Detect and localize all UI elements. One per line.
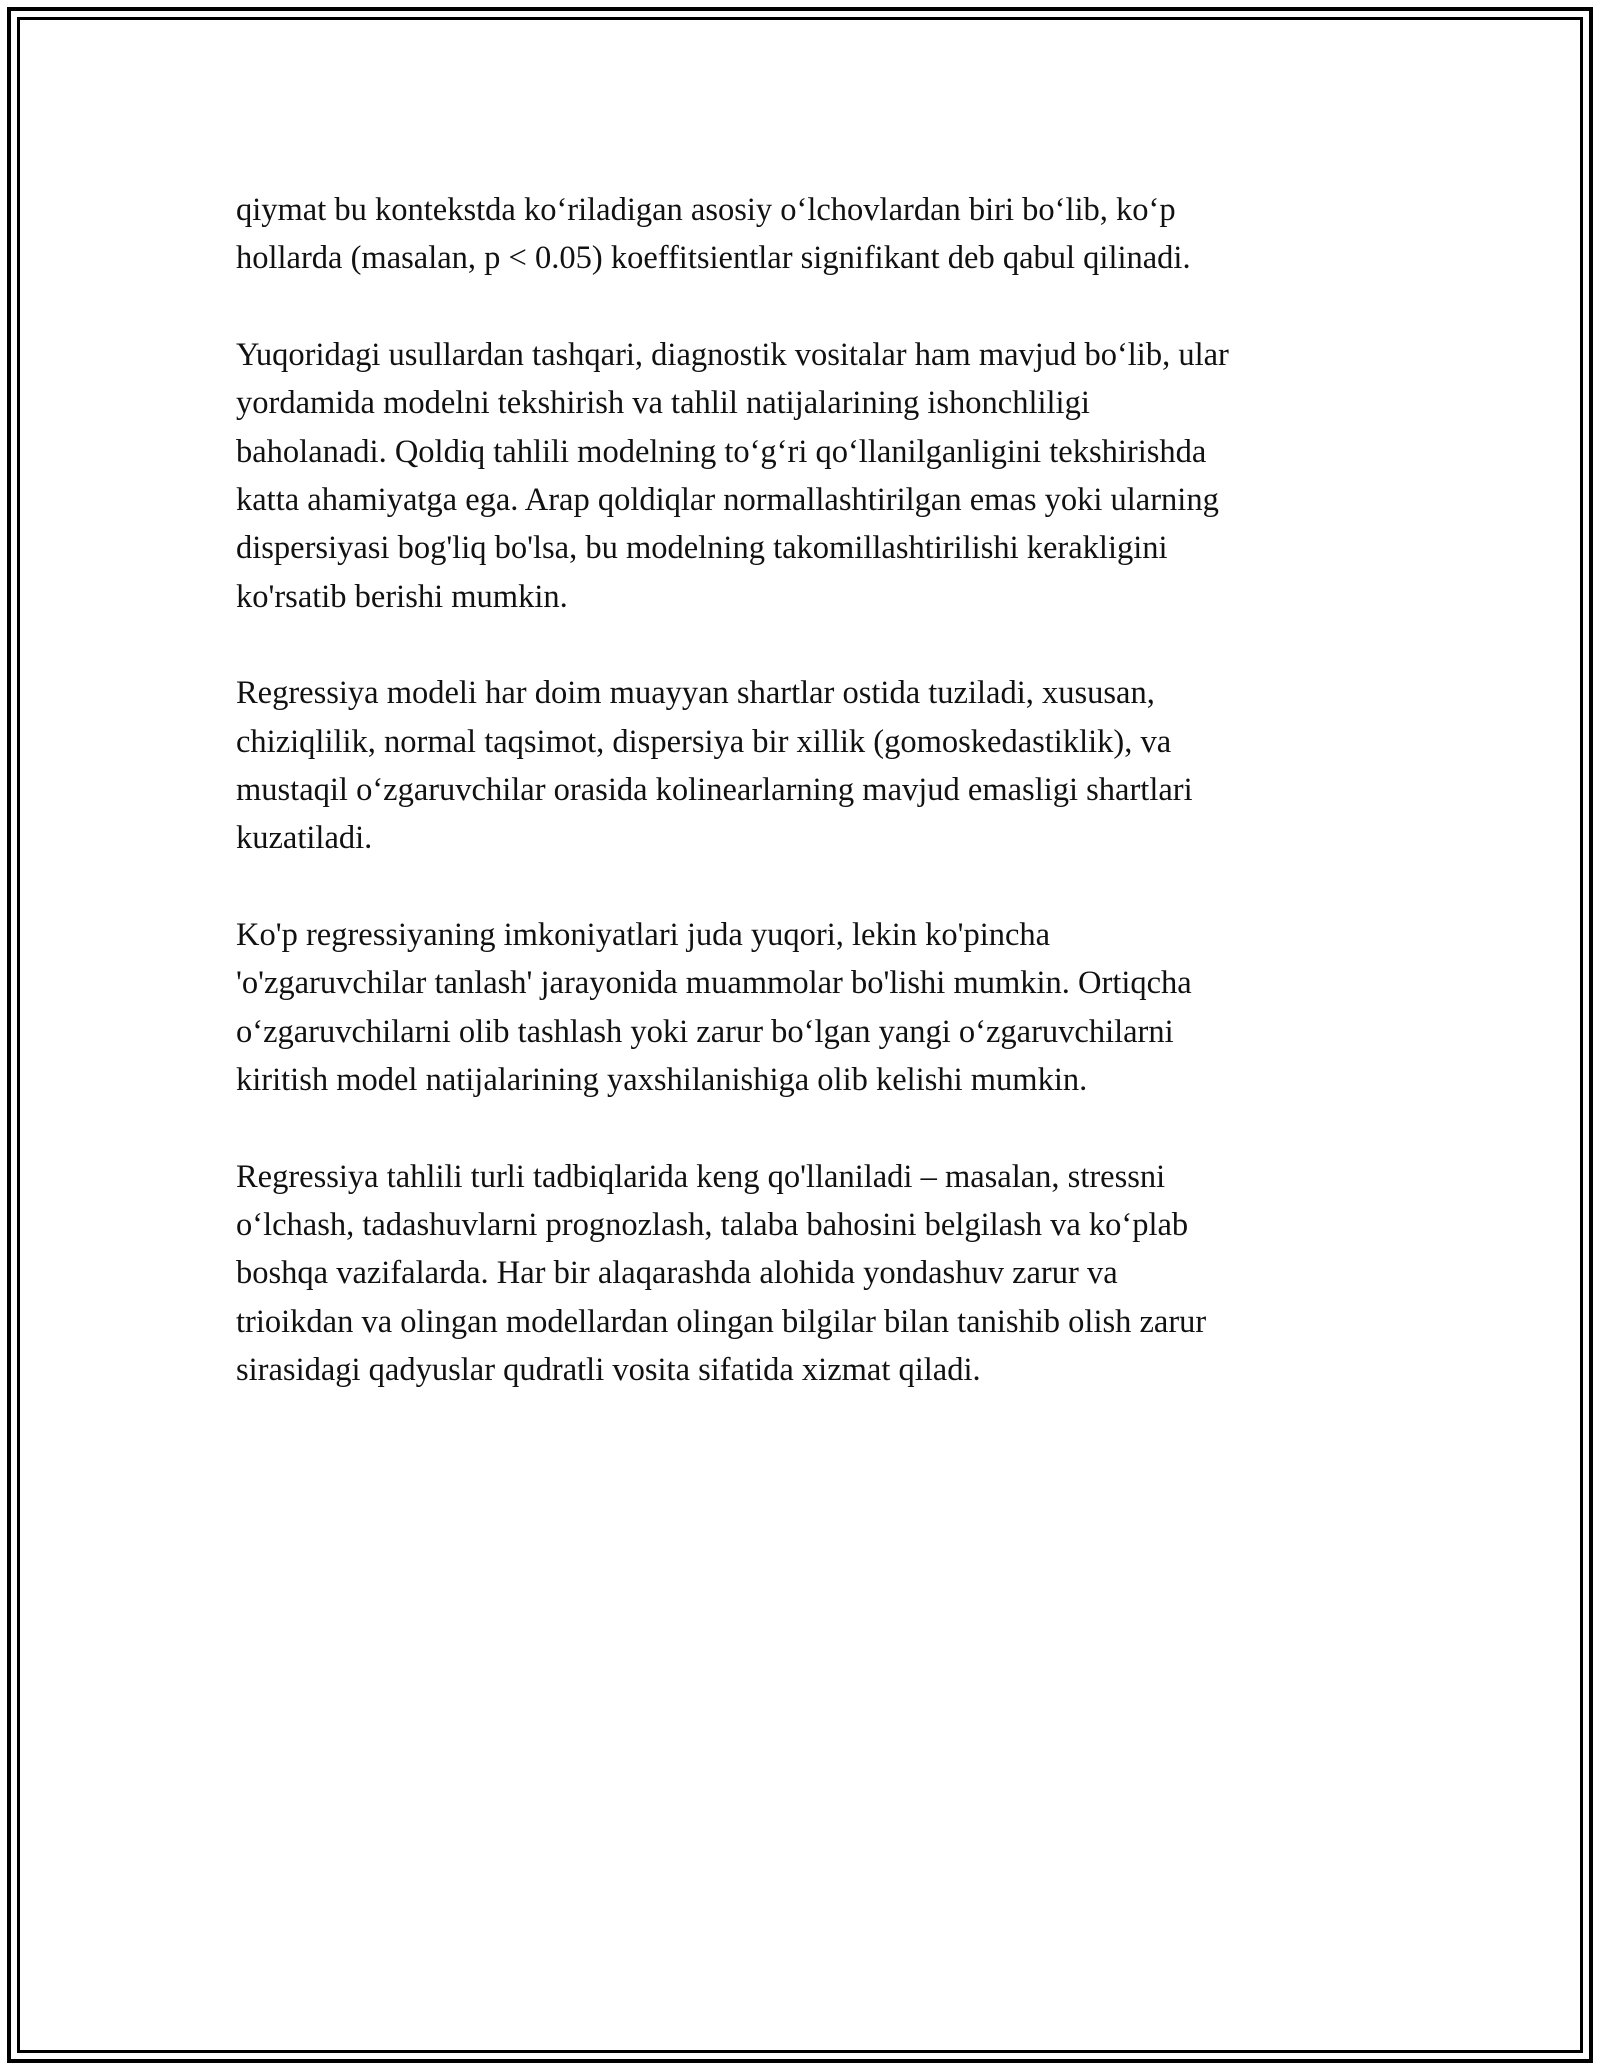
- document-body: [236, 186, 1386, 1443]
- paragraph-p-value: qiymat bu kontekstda ko‘riladigan asosiy o‘lchovlardan biri bo‘lib, ko‘p hollarda (masalan, p < 0.05) koeffitsientlar signifikant deb qabul qilinadi.: [236, 192, 1191, 277]
- paragraph-applications: Regressiya tahlili turli tadbiqlarida keng qo'llaniladi – masalan, stressni o‘lchash, tadashuvlarni prognozlash, talaba bahosini belgilash va ko‘plab boshqa vazifalarda. Har bir alaqarashda alohida yondashuv zarur va trioikdan va olingan modellardan olingan bilgilar bilan tanishib olish zarur sirasidagi qadyuslar qudratli vosita sifatida xizmat qiladi.: [236, 1158, 1207, 1389]
- paragraph-variable-selection: Ko'p regressiyaning imkoniyatlari juda yuqori, lekin ko'pincha 'o'zgaruvchilar tanlash' jarayonida muammolar bo'lishi mumkin. Ortiqcha o‘zgaruvchilarni olib tashlash yoki zarur bo‘lgan yangi o‘zgaruvchilarni kiritish model natijalarining yaxshilanishiga olib kelishi mumkin.: [236, 916, 1192, 1099]
- paragraph-diagnostics: Yuqoridagi usullardan tashqari, diagnostik vositalar ham mavjud bo‘lib, ular yordamida modelni tekshirish va tahlil natijalarining ishonchliligi baholanadi. Qoldiq tahlili modelning to‘g‘ri qo‘llanilganligini tekshirishda katta ahamiyatga ega. Arap qoldiqlar normallashtirilgan emas yoki ularning dispersiyasi bog'liq bo'lsa, bu modelning takomillashtirilishi kerakligini ko'rsatib berishi mumkin.: [236, 336, 1229, 615]
- paragraph-assumptions: Regressiya modeli har doim muayyan shartlar ostida tuziladi, xususan, chiziqlilik, normal taqsimot, dispersiya bir xillik (gomoskedastiklik), va mustaqil o‘zgaruvchilar orasida kolinearlarning mavjud emasligi shartlari kuzatiladi.: [236, 675, 1193, 857]
